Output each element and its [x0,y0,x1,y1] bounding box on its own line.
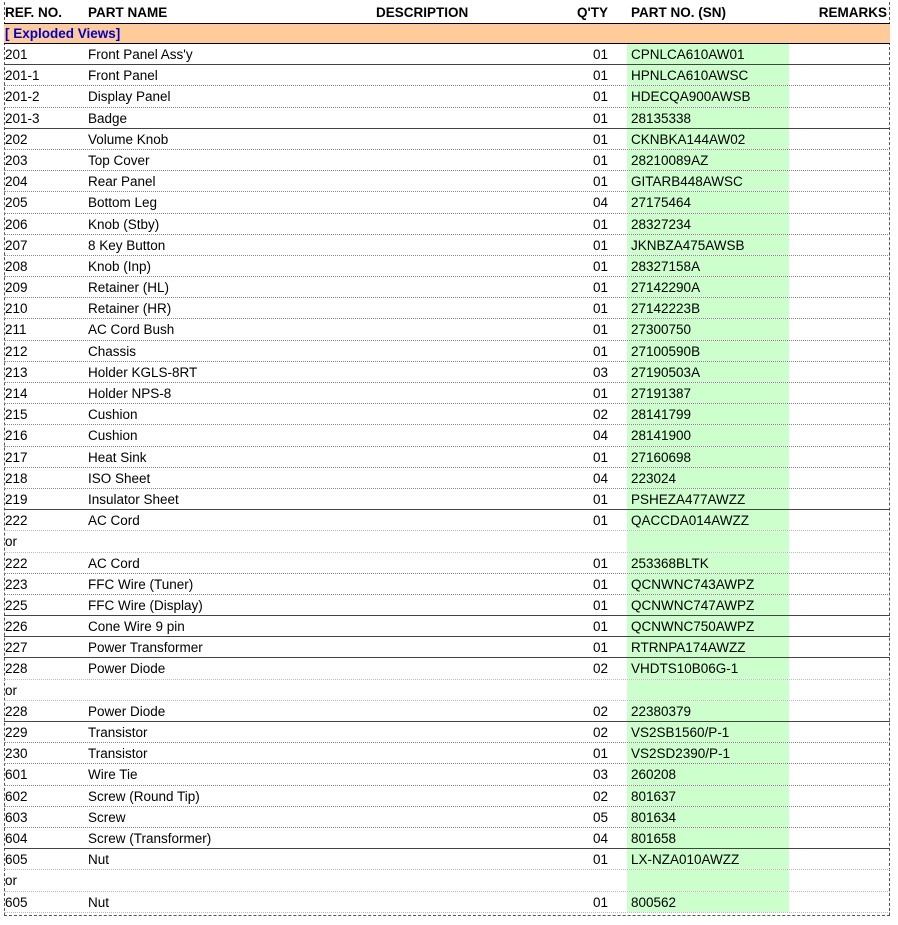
table-row [4,44,890,65]
part-no-cell: 27175464 [627,192,789,212]
table-row [4,786,890,807]
qty-cell: 01 [592,576,608,592]
table-row [4,870,890,891]
header-row [4,2,890,24]
section-title: [ Exploded Views] [5,26,121,41]
qty-cell: 01 [592,343,608,359]
table-row [4,256,890,277]
part-no-cell: 801658 [627,828,789,848]
table-row [4,531,890,552]
ref-no-cell: 226 [5,619,28,635]
part-no-cell: GITARB448AWSC [627,171,789,191]
ref-no-cell: 228 [5,703,28,719]
qty-cell: 01 [592,152,608,168]
ref-no-cell: 601 [5,767,28,783]
qty-cell: 01 [592,513,608,529]
header-part-no: PART NO. (SN) [631,5,726,20]
part-name-cell: Knob (Stby) [88,216,160,232]
table-row [4,680,890,701]
parts-rows [4,44,890,913]
ref-no-cell: 602 [5,788,28,804]
ref-no-cell: 204 [5,174,28,190]
table-row [4,722,890,743]
part-name-cell: Nut [88,852,110,868]
part-no-cell: QACCDA014AWZZ [627,510,789,530]
table-row [4,553,890,574]
qty-cell: 01 [592,131,608,147]
part-name-cell: Power Diode [88,661,166,677]
table-row [4,892,890,913]
qty-cell: 01 [592,68,608,84]
ref-no-cell: 223 [5,576,28,592]
ref-no-cell: 229 [5,725,28,740]
part-no-cell [627,680,789,700]
ref-no-cell: or [5,873,18,889]
part-name-cell: Insulator Sheet [88,491,179,507]
qty-cell: 04 [592,830,608,846]
part-no-cell: 27142290A [627,277,789,297]
table-row [4,447,890,468]
part-no-cell: HPNLCA610AWSC [627,65,789,85]
part-name-cell: Power Diode [88,703,166,719]
ref-no-cell: 217 [5,449,28,465]
part-no-cell: JKNBZA475AWSB [627,235,789,255]
part-no-cell: 27190503A [627,362,789,382]
qty-cell: 01 [592,216,608,232]
ref-no-cell: 209 [5,280,28,296]
table-row [4,129,890,150]
part-no-cell: 28141799 [627,404,789,424]
part-no-cell: CKNBKA144AW02 [627,129,789,149]
table-row [4,425,890,446]
table-row [4,574,890,595]
ref-no-cell: 222 [5,513,28,529]
part-no-cell: QCNWNC747AWPZ [627,595,789,615]
part-no-cell: PSHEZA477AWZZ [627,489,789,509]
qty-cell: 02 [592,407,608,423]
table-row [4,849,890,870]
part-no-cell: 801634 [627,807,789,827]
part-no-cell: VHDTS10B06G-1 [627,658,789,678]
qty-cell: 01 [592,174,608,190]
section-title-row [4,24,890,44]
ref-no-cell: 218 [5,470,28,486]
table-row [4,341,890,362]
part-name-cell: Wire Tie [88,767,138,783]
part-no-cell: HDECQA900AWSB [627,86,789,106]
part-no-cell: 223024 [627,468,789,488]
ref-no-cell: 203 [5,152,28,168]
part-name-cell: Nut [88,894,110,910]
table-row [4,637,890,658]
part-name-cell: Power Transformer [88,640,203,656]
part-no-cell: 28327234 [627,214,789,234]
part-name-cell: Holder KGLS-8RT [88,364,198,380]
qty-cell: 01 [592,386,608,401]
ref-no-cell: 208 [5,258,28,274]
part-name-cell: 8 Key Button [88,237,166,253]
qty-cell: 01 [592,619,608,635]
qty-cell: 01 [592,301,608,317]
qty-cell: 04 [592,470,608,486]
part-no-cell: 22380379 [627,701,789,721]
part-name-cell: Chassis [88,343,137,359]
table-row [4,404,890,425]
qty-cell: 01 [592,852,608,868]
ref-no-cell: 222 [5,555,28,571]
qty-cell: 01 [592,491,608,507]
part-no-cell [627,870,789,890]
parts-list-table [4,2,890,913]
part-no-cell: 28210089AZ [627,150,789,170]
part-name-cell: FFC Wire (Display) [88,597,203,613]
qty-cell: 02 [592,788,608,804]
qty-cell: 01 [592,640,608,656]
ref-no-cell: 207 [5,237,28,253]
part-name-cell: Badge [88,110,128,126]
qty-cell: 01 [592,555,608,571]
part-name-cell: FFC Wire (Tuner) [88,576,194,592]
ref-no-cell: 214 [5,386,28,401]
qty-cell: 01 [592,746,608,762]
qty-cell: 01 [592,597,608,613]
table-row [4,595,890,616]
qty-cell: 05 [592,809,608,825]
part-name-cell: Retainer (HR) [88,301,172,317]
part-no-cell: VS2SD2390/P-1 [627,743,789,763]
table-row [4,319,890,340]
table-row [4,171,890,192]
table-row [4,616,890,637]
table-row [4,86,890,107]
table-row [4,214,890,235]
ref-no-cell: 201-2 [5,89,40,105]
part-name-cell: Holder NPS-8 [88,386,172,401]
ref-no-cell: 219 [5,491,28,507]
part-name-cell: AC Cord [88,555,140,571]
table-row [4,277,890,298]
qty-cell: 01 [592,258,608,274]
part-name-cell: Cushion [88,407,138,423]
table-row [4,743,890,764]
table-row [4,510,890,531]
header-qty: Q'TY [577,5,608,20]
ref-no-cell: 202 [5,131,28,147]
qty-cell: 01 [592,280,608,296]
part-no-cell: 253368BLTK [627,553,789,573]
qty-cell: 03 [592,767,608,783]
table-row [4,108,890,129]
part-no-cell: 800562 [627,892,789,912]
part-name-cell: ISO Sheet [88,470,151,486]
qty-cell: 01 [592,110,608,126]
part-name-cell: Retainer (HL) [88,280,170,296]
part-no-cell: 28327158A [627,256,789,276]
ref-no-cell: 213 [5,364,28,380]
ref-no-cell: 205 [5,195,28,211]
table-row [4,65,890,86]
header-description: DESCRIPTION [376,5,469,20]
ref-no-cell: or [5,534,18,550]
part-no-cell: CPNLCA610AW01 [627,44,789,64]
part-no-cell: 28141900 [627,425,789,445]
ref-no-cell: 216 [5,428,28,444]
part-name-cell: Top Cover [88,152,150,168]
ref-no-cell: 212 [5,343,28,359]
ref-no-cell: 201 [5,47,28,62]
table-row [4,764,890,785]
qty-cell: 01 [592,47,608,62]
ref-no-cell: 605 [5,894,28,910]
table-row [4,658,890,679]
qty-cell: 02 [592,703,608,719]
part-name-cell: AC Cord [88,513,140,529]
qty-cell: 04 [592,428,608,444]
part-name-cell: Volume Knob [88,131,169,147]
part-name-cell: Screw [88,809,126,825]
table-row [4,468,890,489]
part-name-cell: Front Panel [88,68,158,84]
ref-no-cell: 605 [5,852,28,868]
table-bottom-border [4,915,890,916]
ref-no-cell: 215 [5,407,28,423]
ref-no-cell: 201-3 [5,110,40,126]
part-name-cell: Knob (Inp) [88,258,152,274]
part-no-cell [627,531,789,551]
qty-cell: 01 [592,322,608,338]
ref-no-cell: 211 [5,322,27,338]
table-row [4,807,890,828]
part-name-cell: Cone Wire 9 pin [88,619,185,635]
table-row [4,489,890,510]
part-no-cell: RTRNPA174AWZZ [627,637,789,657]
table-row [4,828,890,849]
table-row [4,362,890,383]
table-row [4,150,890,171]
ref-no-cell: 230 [5,746,28,762]
table-row [4,235,890,256]
part-name-cell: Front Panel Ass'y [88,47,193,62]
part-no-cell: QCNWNC743AWPZ [627,574,789,594]
part-no-cell: 28135338 [627,108,789,128]
part-name-cell: AC Cord Bush [88,322,175,338]
qty-cell: 01 [592,89,608,105]
qty-cell: 04 [592,195,608,211]
part-name-cell: Screw (Round Tip) [88,788,200,804]
part-no-cell: 27191387 [627,383,789,403]
part-name-cell: Cushion [88,428,138,444]
part-no-cell: 27100590B [627,341,789,361]
ref-no-cell: 201-1 [5,68,40,84]
part-no-cell: 260208 [627,764,789,784]
table-row [4,701,890,722]
header-part-name: PART NAME [88,5,168,20]
ref-no-cell: or [5,682,18,698]
qty-cell: 01 [592,237,608,253]
part-name-cell: Screw (Transformer) [88,830,212,846]
qty-cell: 02 [592,661,608,677]
qty-cell: 03 [592,364,608,380]
header-ref-no: REF. NO. [5,5,63,20]
part-no-cell: QCNWNC750AWPZ [627,616,789,636]
part-no-cell: 801637 [627,786,789,806]
part-name-cell: Rear Panel [88,174,156,190]
qty-cell: 01 [592,449,608,465]
ref-no-cell: 228 [5,661,28,677]
table-row [4,383,890,404]
ref-no-cell: 604 [5,830,28,846]
part-name-cell: Bottom Leg [88,195,158,211]
part-no-cell: 27160698 [627,447,789,467]
ref-no-cell: 225 [5,597,28,613]
table-row [4,192,890,213]
part-name-cell: Display Panel [88,89,171,105]
ref-no-cell: 210 [5,301,28,317]
ref-no-cell: 603 [5,809,28,825]
part-no-cell: 27142223B [627,298,789,318]
part-name-cell: Transistor [88,725,148,740]
part-name-cell: Transistor [88,746,148,762]
ref-no-cell: 206 [5,216,28,232]
table-row [4,298,890,319]
ref-no-cell: 227 [5,640,28,656]
header-remarks: REMARKS [818,5,887,20]
part-name-cell: Heat Sink [88,449,147,465]
qty-cell: 02 [592,725,608,740]
part-no-cell: 27300750 [627,319,789,339]
qty-cell: 01 [592,894,608,910]
part-no-cell: VS2SB1560/P-1 [627,722,789,742]
part-no-cell: LX-NZA010AWZZ [627,849,789,869]
